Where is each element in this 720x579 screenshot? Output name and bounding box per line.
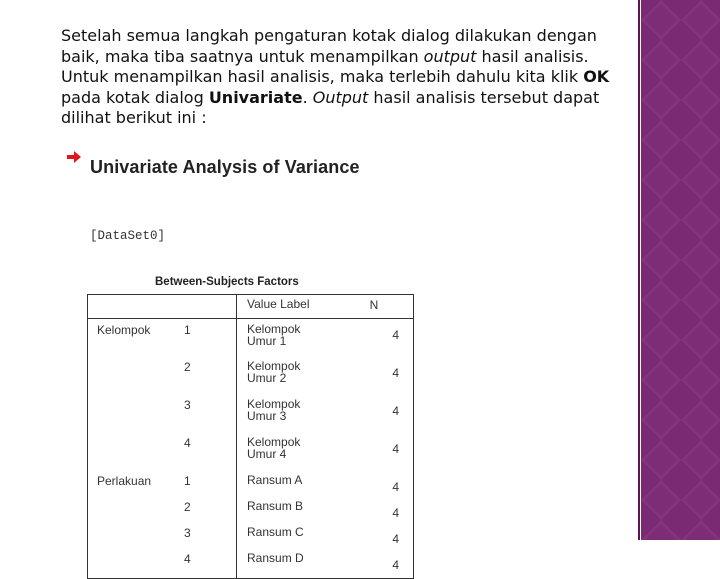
decorative-side-panel [641, 0, 720, 540]
table-row [88, 500, 414, 526]
code-cell: 3 [184, 398, 191, 412]
header-factor [88, 295, 181, 319]
table-header-row [88, 295, 414, 319]
header-n: N [335, 295, 414, 319]
value-label-line2: Umur 3 [247, 409, 287, 423]
value-label-cell [237, 436, 336, 474]
n-cell: 4 [335, 526, 414, 552]
table-row [88, 360, 414, 398]
value-label-line2: Umur 2 [247, 371, 287, 385]
value-label-cell [237, 319, 336, 361]
table-row [88, 398, 414, 436]
diamond-pattern [641, 0, 720, 540]
intro-paragraph: Setelah semua langkah pengaturan kotak dialog dilakukan dengan baik, maka tiba saatnya untuk menampilkan output hasil analisis. Untuk menampilkan hasil analisis, maka terlebih dahulu kita klik OK pada kotak dialog Univariate. Output hasil analisis tersebut dapat dilihat berikut ini : [61, 26, 610, 127]
value-label-line2: Umur 4 [247, 447, 287, 461]
value-label-cell: Ransum B [237, 500, 336, 526]
n-cell: 4 [335, 474, 414, 500]
factor-cell [88, 398, 181, 436]
table-row [88, 552, 414, 579]
value-label-line1: Kelompok [247, 322, 301, 336]
table-row [88, 526, 414, 552]
panel-divider [638, 0, 640, 540]
code-cell: 1 [184, 323, 191, 337]
value-label-cell [237, 360, 336, 398]
factor-cell: Kelompok [88, 319, 181, 361]
table-row [88, 319, 414, 361]
table-row [88, 474, 414, 500]
n-cell: 4 [335, 552, 414, 579]
code-cell: 4 [180, 552, 237, 579]
factor-cell [88, 500, 181, 526]
header-code [180, 295, 237, 319]
value-label-line1: Kelompok [247, 397, 301, 411]
n-cell: 4 [335, 319, 414, 361]
header-value-label: Value Label [237, 295, 336, 319]
value-label-cell [237, 398, 336, 436]
factor-cell: Perlakuan [88, 474, 181, 500]
table-row [88, 436, 414, 474]
value-label-cell: Ransum D [237, 552, 336, 579]
code-cell: 2 [184, 500, 191, 514]
value-label-line1: Kelompok [247, 435, 301, 449]
factor-cell [88, 360, 181, 398]
n-cell: 4 [335, 398, 414, 436]
output-heading: Univariate Analysis of Variance [90, 157, 360, 177]
red-arrow-icon [66, 150, 82, 164]
n-cell: 4 [335, 436, 414, 474]
table-title: Between-Subjects Factors [155, 276, 299, 288]
value-label-line1: Kelompok [247, 359, 301, 373]
between-subjects-factors-table [87, 294, 414, 579]
n-cell: 4 [335, 360, 414, 398]
factor-cell [88, 552, 181, 579]
code-cell: 3 [184, 526, 191, 540]
value-label-cell: Ransum A [237, 474, 336, 500]
dataset-label: [DataSet0] [90, 229, 166, 243]
code-cell: 4 [184, 436, 191, 450]
value-label-line2: Umur 1 [247, 334, 287, 348]
factor-cell [88, 526, 181, 552]
code-cell: 2 [184, 360, 191, 374]
factor-cell [88, 436, 181, 474]
code-cell: 1 [184, 474, 191, 488]
n-cell: 4 [335, 500, 414, 526]
value-label-cell: Ransum C [237, 526, 336, 552]
